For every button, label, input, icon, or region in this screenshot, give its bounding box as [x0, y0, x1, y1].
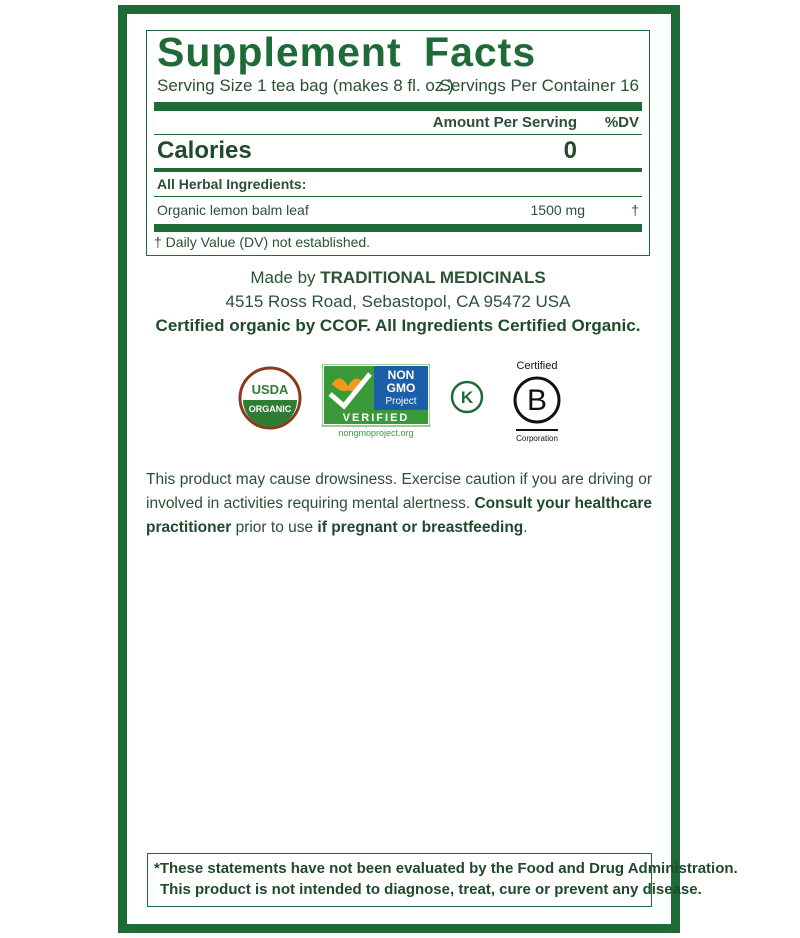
- warning-text-3: .: [523, 519, 528, 536]
- divider: [154, 196, 642, 197]
- nongmo-url: nongmoproject.org: [338, 428, 414, 438]
- thick-divider: [154, 224, 642, 232]
- calories-value: 0: [563, 137, 577, 164]
- kosher-icon: [450, 380, 484, 414]
- nongmo-line2: GMO: [386, 381, 416, 395]
- usda-organic-seal-icon: [238, 366, 302, 430]
- drowsiness-warning: [146, 468, 652, 540]
- non-gmo-verified-icon: [322, 364, 430, 438]
- warning-bold-1: Consult your healthcare practitioner: [146, 495, 652, 536]
- thick-divider: [154, 102, 642, 111]
- servings-per-container: Servings Per Container 16: [439, 76, 639, 95]
- organic-certification: Certified organic by CCOF. All Ingredients Certified Organic.: [155, 316, 641, 335]
- usda-top-text: USDA: [251, 382, 289, 397]
- company-name: TRADITIONAL MEDICINALS: [320, 268, 546, 287]
- medium-divider: [154, 168, 642, 172]
- warning-bold-2: if pregnant or breastfeeding: [317, 519, 524, 536]
- disclaimer-line-1: *These statements have not been evaluated by the Food and Drug Administration.: [154, 860, 738, 877]
- made-by-prefix: Made by: [250, 268, 321, 287]
- nongmo-line1: NON: [387, 368, 415, 382]
- kosher-letter: K: [460, 388, 474, 407]
- bcorp-top-text: Certified: [516, 360, 558, 372]
- herbal-ingredients-header: All Herbal Ingredients:: [157, 176, 307, 192]
- serving-size: Serving Size 1 tea bag (makes 8 fl. oz.): [157, 76, 454, 95]
- nongmo-line3: Project: [385, 396, 417, 407]
- warning-text-1: This product may cause drowsiness. Exercise caution if you are driving or involved in activities requiring mental alertness.: [146, 471, 652, 512]
- dv-header: %DV: [604, 114, 639, 131]
- nongmo-verified: VERIFIED: [342, 412, 410, 424]
- ingredient-dv: †: [631, 202, 639, 218]
- made-by-line: [146, 268, 650, 288]
- facts-title: Supplement Facts: [157, 29, 537, 75]
- bcorp-letter: B: [526, 384, 548, 417]
- ingredient-name: Organic lemon balm leaf: [157, 202, 309, 218]
- warning-text-2: prior to use: [231, 519, 318, 536]
- company-address: 4515 Ross Road, Sebastopol, CA 95472 USA: [225, 292, 571, 311]
- bcorp-bottom-text: Corporation: [516, 434, 558, 443]
- calories-label: Calories: [157, 137, 252, 164]
- dv-footnote: † Daily Value (DV) not established.: [154, 234, 371, 250]
- fda-disclaimer: [147, 853, 738, 907]
- amount-per-serving-header: Amount Per Serving: [432, 114, 577, 131]
- b-corp-icon: [508, 358, 566, 444]
- supplement-facts-panel: [146, 30, 650, 256]
- divider: [154, 134, 642, 135]
- usda-bottom-text: ORGANIC: [248, 404, 292, 414]
- disclaimer-line-2: This product is not intended to diagnose, treat, cure or prevent any disease.: [160, 881, 702, 898]
- ingredient-amount: 1500 mg: [530, 202, 585, 218]
